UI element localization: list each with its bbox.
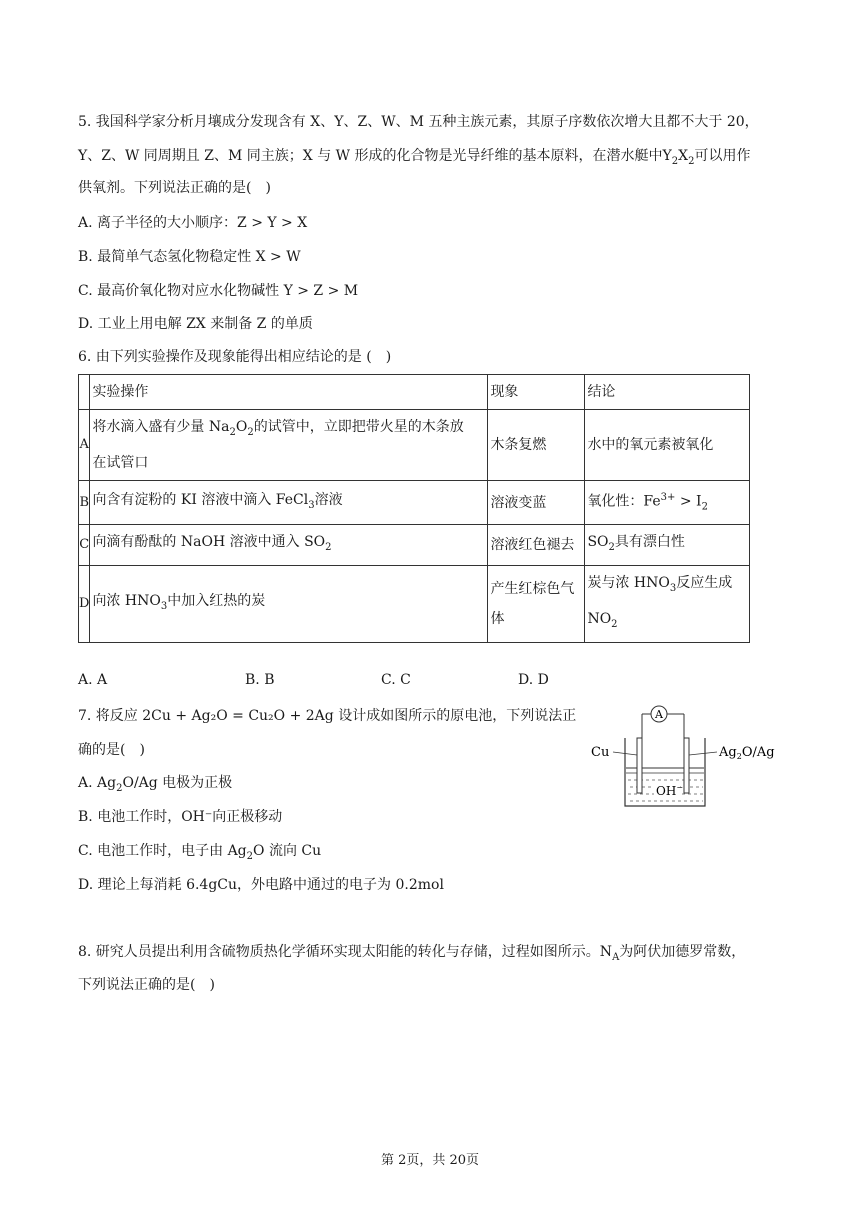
q6-choice-a: A. A [78,672,108,688]
q8-stem-line2: 下列说法正确的是( ) [78,977,215,993]
q5-stem-line1: 5. 我国科学家分析月壤成分发现含有 X、Y、Z、W、M 五种主族元素，其原子序数依次增大且都不大于 20， [78,114,759,130]
row-c-phenomenon: 溶液红色褪去 [488,525,585,566]
row-d-operation: 向浓 $HNO_3$中加入红热的炭 [90,566,488,643]
q5-option-a: A. 离子半径的大小顺序：Z > Y > X [78,215,308,231]
ammeter-label: A [655,708,663,721]
q6-choice-d: D. D [518,672,549,688]
table-header-row [79,375,750,410]
q7-option-a: A. $Ag_2O/Ag$ 电极为正极 [78,775,233,794]
header-phenomenon: 现象 [488,375,585,410]
row-b-conclusion: 氧化性：$Fe^{3+} > I_2$ [585,480,750,524]
q5-option-d: D. 工业上用电解 ZX 来制备 Z 的单质 [78,316,313,332]
q6-experiment-table [78,374,750,643]
q6-choice-b: B. B [245,672,275,688]
q7-option-d: D. 理论上每消耗 6.4gCu，外电路中通过的电子为 0.2mol [78,877,444,893]
q5-option-b: B. 最简单气态氢化物稳定性 X > W [78,249,301,265]
table-row [79,525,750,566]
row-d-conclusion: 炭与浓 $HNO_3$反应生成 $NO_2$ [585,566,750,643]
cu-label: Cu [591,745,610,760]
row-b-operation: 向含有淀粉的 KI 溶液中滴入 FeCl$_3$溶液 [90,480,488,524]
q5-stem-line2: Y、Z、W 同周期且 Z、M 同主族；X 与 W 形成的化合物是光导纤维的基本原料，在潜水艇中$Y_2X_2$可以用作 [78,148,751,167]
q6-stem: 6. 由下列实验操作及现象能得出相应结论的是 ( ) [78,349,392,365]
q5-option-c: C. 最高价氧化物对应水化物碱性 Y > Z > M [78,283,359,299]
header-conclusion: 结论 [585,375,750,410]
header-operation: 实验操作 [90,375,488,410]
q6-choice-c: C. C [381,672,411,688]
table-row [79,410,750,481]
ag2o-label: $Ag_2O/Ag$ [719,745,775,761]
table-row [79,566,750,643]
row-d-phenomenon: 产生红棕色气 体 [488,566,585,643]
row-a-phenomenon: 木条复燃 [488,410,585,481]
q7-option-c: C. 电池工作时，电子由 $Ag_2O$ 流向 Cu [78,843,322,862]
row-c-operation: 向滴有酚酞的 NaOH 溶液中通入 $SO_2$ [90,525,488,566]
cu-electrode [637,738,642,793]
row-label-b: B [79,480,90,524]
q7-stem-line1: 7. 将反应 2Cu + Ag₂O = Cu₂O + 2Ag 设计成如图所示的原电池，下列说法正 [78,708,577,724]
q7-option-b: B. 电池工作时，OH⁻向正极移动 [78,809,283,825]
galvanic-cell-diagram [585,702,785,812]
row-c-conclusion: $SO_2$具有漂白性 [585,525,750,566]
ag2o-electrode [684,738,689,793]
q7-stem-line2: 确的是( ) [78,742,145,758]
row-b-phenomenon: 溶液变蓝 [488,480,585,524]
solution-label: OH− [656,783,684,798]
q6-choices [78,672,638,692]
row-label-c: C [79,525,90,566]
q5-stem-line3: 供氧剂。下列说法正确的是( ) [78,180,271,196]
row-label-d: D [79,566,90,643]
q8-stem-line1: 8. 研究人员提出利用含硫物质热化学循环实现太阳能的转化与存储，过程如图所示。$N_A$为阿伏加德罗常数， [78,944,746,963]
page-footer: 第 2页，共 20页 [380,1153,480,1168]
row-a-operation: 将水滴入盛有少量 $Na_2O_2$的试管中，立即把带火星的木条放 在试管口 [90,410,488,481]
table-row [79,480,750,524]
row-label-a: A [79,410,90,481]
row-a-conclusion: 水中的氧元素被氧化 [585,410,750,481]
